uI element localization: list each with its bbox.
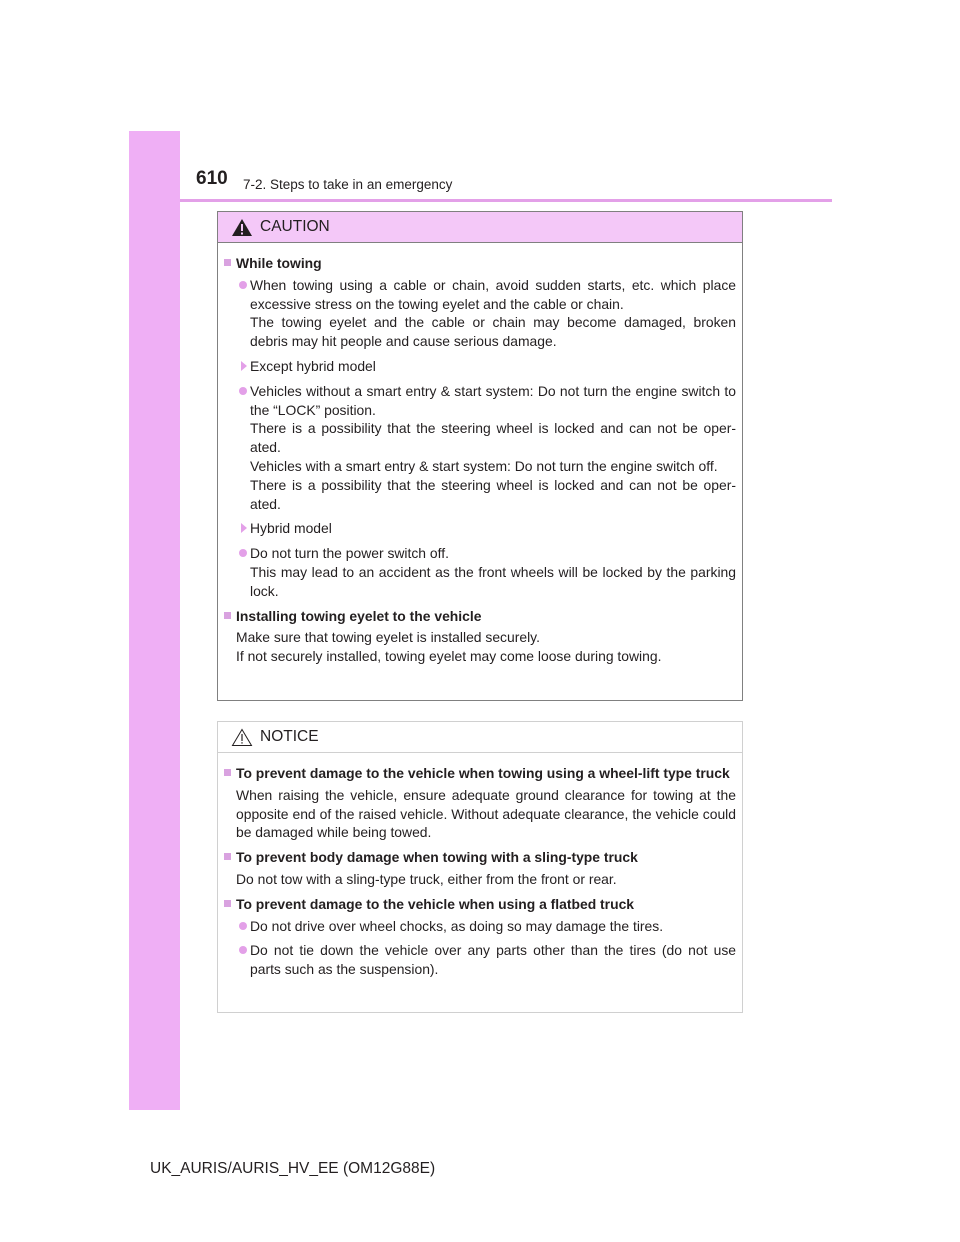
notice-label: NOTICE (260, 728, 319, 745)
caution-box (217, 211, 743, 701)
caution-text-block (224, 628, 736, 666)
notice-box (217, 721, 743, 1013)
caution-heading: While towing (224, 254, 736, 273)
notice-warning-icon (231, 728, 253, 747)
footer-doc-id: UK_AURIS/AURIS_HV_EE (OM12G88E) (150, 1160, 436, 1177)
caution-bullet-item (224, 544, 736, 600)
notice-text-block (224, 870, 736, 889)
notice-body (218, 753, 742, 979)
paragraph: Do not turn the power switch off. (250, 545, 449, 562)
notice-heading: To prevent body damage when towing with a sling-type truck (224, 848, 736, 867)
paragraph: There is a possibility that the steering wheel is locked and can not be oper-ated. (250, 476, 736, 512)
paragraph: Vehicles with a smart entry & start system: Do not turn the engine switch off. (250, 457, 718, 474)
notice-heading: To prevent damage to the vehicle when towing using a wheel-lift type truck (224, 764, 736, 783)
caution-bullet-item (224, 382, 736, 514)
caution-label: CAUTION (260, 218, 330, 235)
section-title: 7-2. Steps to take in an emergency (243, 177, 453, 192)
paragraph: When towing using a cable or chain, avoid sudden starts, etc. which place excessive stress on the towing eyelet and the cable or chain. (250, 276, 736, 312)
paragraph: Vehicles without a smart entry & start system: Do not turn the engine switch to the “LOCK” position. (250, 382, 736, 418)
notice-header (218, 722, 742, 753)
caution-header (218, 212, 742, 243)
caution-bullet-item (224, 276, 736, 351)
paragraph: Do not drive over wheel chocks, as doing so may damage the tires. (250, 917, 664, 934)
notice-text-block (224, 786, 736, 842)
paragraph: Do not tie down the vehicle over any parts other than the tires (do not use parts such as the suspension). (250, 942, 736, 978)
notice-heading: To prevent damage to the vehicle when using a flatbed truck (224, 895, 736, 914)
notice-bullet-item (224, 941, 736, 979)
caution-heading: Installing towing eyelet to the vehicle (224, 607, 736, 626)
caution-subheading: Hybrid model (224, 519, 736, 538)
paragraph: When raising the vehicle, ensure adequate ground clearance for towing at the opposite end of the raised vehicle. Without adequate clearance, the vehicle could be damaged while being towed. (236, 786, 736, 841)
caution-warning-icon (231, 218, 253, 237)
side-tab (129, 131, 180, 1110)
notice-bullet-item (224, 917, 736, 936)
caution-body (218, 243, 742, 666)
caution-subheading: Except hybrid model (224, 357, 736, 376)
page-number: 610 (196, 168, 228, 189)
header-rule (180, 199, 832, 202)
paragraph: Do not tow with a sling-type truck, either from the front or rear. (236, 870, 617, 887)
paragraph: This may lead to an accident as the front wheels will be locked by the parking lock. (250, 563, 736, 599)
paragraph: Make sure that towing eyelet is installed securely. (236, 629, 540, 646)
paragraph: If not securely installed, towing eyelet may come loose during towing. (236, 648, 662, 665)
paragraph: There is a possibility that the steering wheel is locked and can not be oper-ated. (250, 420, 736, 456)
paragraph: The towing eyelet and the cable or chain may become damaged, broken debris may hit people and cause serious damage. (250, 314, 736, 350)
